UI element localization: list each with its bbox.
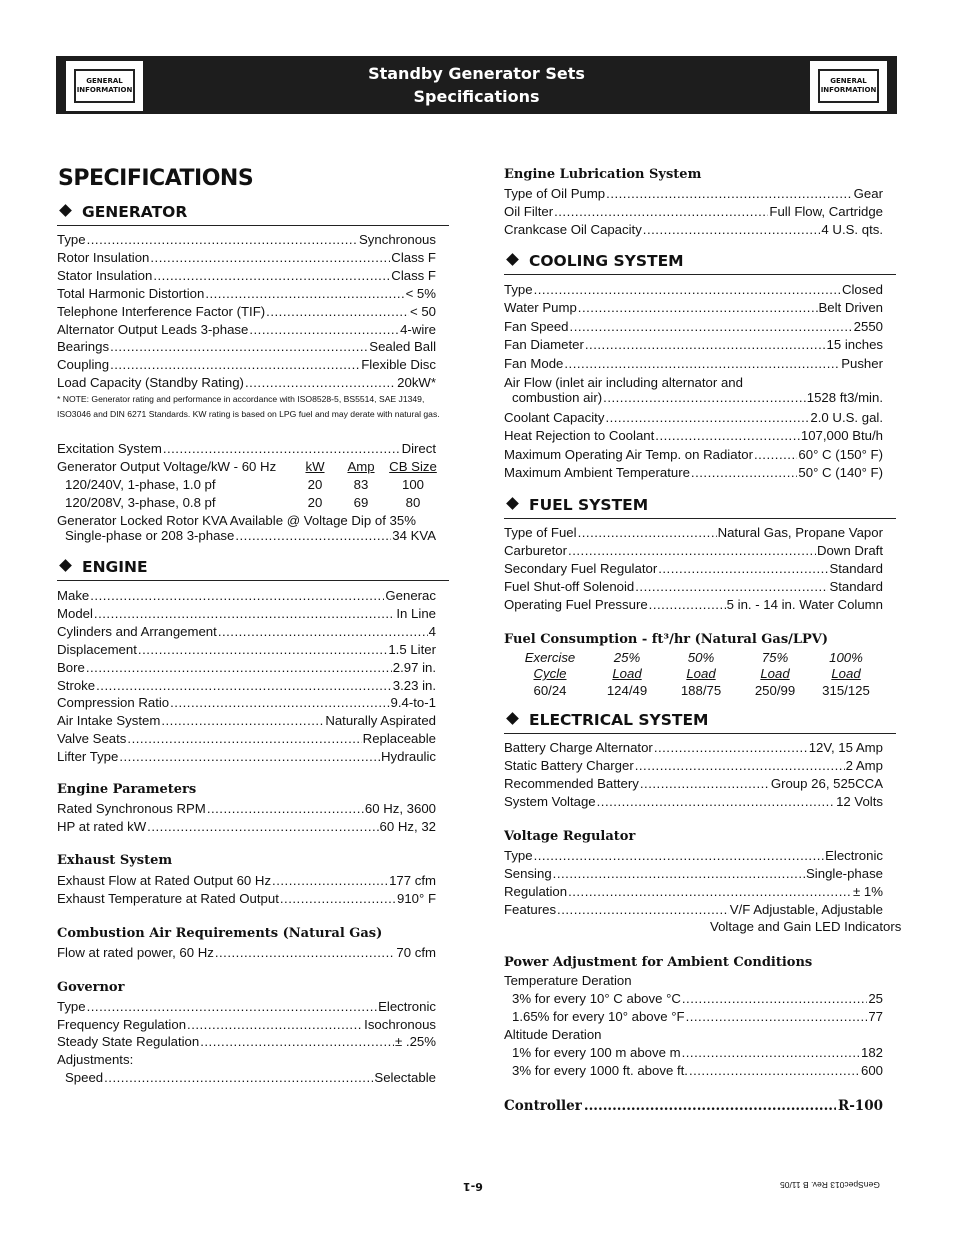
spec-row xyxy=(57,641,436,659)
output-table-label: Generator Output Voltage/kW - 60 Hz xyxy=(57,459,277,474)
diamond-bullet-icon xyxy=(59,559,72,572)
spec-row xyxy=(504,578,883,596)
spec-value: Flexible Disc xyxy=(361,357,436,373)
subheading-lubrication: Engine Lubrication System xyxy=(504,167,702,182)
page-title: SPECIFICATIONS xyxy=(58,166,254,191)
spec-value: 50° C (140° F) xyxy=(798,465,883,481)
spec-row xyxy=(504,542,883,560)
spec-label: Alternator Output Leads 3-phase xyxy=(57,321,249,337)
spec-row xyxy=(504,757,883,775)
spec-row xyxy=(504,524,883,542)
spec-label: Stator Insulation xyxy=(57,267,153,283)
spec-value: Down Draft xyxy=(817,542,883,558)
spec-value: 177 cfm xyxy=(389,873,436,888)
fuel-consumption-cell: 124/49 xyxy=(606,683,648,698)
spec-row xyxy=(504,409,883,427)
spec-row xyxy=(504,221,883,239)
spec-label: Fuel Shut-off Solenoid xyxy=(504,578,635,594)
output-cb: 100 xyxy=(401,477,424,492)
spec-label: Oil Filter xyxy=(504,203,554,219)
spec-row xyxy=(57,730,436,748)
spec-row xyxy=(57,800,436,818)
spec-value: 2.97 in. xyxy=(392,659,436,675)
spec-row xyxy=(504,355,883,373)
spec-value: 600 xyxy=(860,1062,883,1078)
spec-label: Heat Rejection to Coolant xyxy=(504,428,655,444)
spec-row xyxy=(57,872,436,890)
spec-label: Battery Charge Alternator xyxy=(504,740,653,755)
spec-row xyxy=(57,303,436,321)
spec-value: 910° F xyxy=(397,890,436,906)
spec-label: Secondary Fuel Regulator xyxy=(504,560,658,576)
diamond-bullet-icon xyxy=(506,497,519,510)
spec-value: Group 26, 525CCA xyxy=(770,775,883,791)
spec-label: Make xyxy=(57,588,90,603)
fuel-consumption-cell: Load xyxy=(831,666,861,681)
spec-row xyxy=(504,299,883,317)
spec-row xyxy=(512,1008,883,1026)
spec-label: Coupling xyxy=(57,357,110,373)
spec-value: Closed xyxy=(841,282,883,297)
spec-value: Class F xyxy=(391,249,436,265)
spec-row xyxy=(504,203,883,221)
spec-row xyxy=(57,998,436,1016)
page-number: 6-1 xyxy=(463,1180,483,1193)
col-header-kw: kW xyxy=(305,459,325,474)
spec-label: System Voltage xyxy=(504,793,596,809)
fuel-consumption-cell: Load xyxy=(686,666,716,681)
spec-value: 77 xyxy=(868,1008,883,1024)
spec-label: Flow at rated power, 60 Hz xyxy=(57,945,214,960)
spec-label: Load Capacity (Standby Rating) xyxy=(57,375,244,391)
spec-value: 25 xyxy=(868,991,883,1006)
spec-value: In Line xyxy=(396,605,436,621)
diamond-bullet-icon xyxy=(506,712,519,725)
spec-label: Exhaust Flow at Rated Output 60 Hz xyxy=(57,873,272,888)
spec-label: Maximum Operating Air Temp. on Radiator xyxy=(504,446,753,462)
spec-value: 9.4-to-1 xyxy=(390,695,436,711)
spec-value: 2550 xyxy=(853,318,883,334)
spec-row xyxy=(57,694,436,712)
spec-label: Recommended Battery xyxy=(504,775,639,791)
spec-label: Sensing xyxy=(504,865,552,881)
spec-label: Model xyxy=(57,605,93,621)
spec-value: Electronic xyxy=(825,848,883,863)
spec-row xyxy=(57,338,436,356)
spec-label: Bearings xyxy=(57,339,110,355)
spec-row xyxy=(57,659,436,677)
header-title: Standby Generator Sets Specifications xyxy=(368,64,585,106)
fuel-consumption-cell: 75% xyxy=(761,650,789,665)
spec-value: Synchronous xyxy=(359,232,436,247)
spec-value: 12V, 15 Amp xyxy=(808,740,883,755)
spec-label: 3% for every 10° C above °C xyxy=(512,991,681,1006)
spec-value: Generac xyxy=(385,588,436,603)
spec-row xyxy=(57,356,436,374)
fuel-consumption-cell: 250/99 xyxy=(754,683,796,698)
spec-row xyxy=(504,793,883,811)
col-header-cb-size: CB Size xyxy=(389,459,437,474)
spec-row: combustion air) ..... 1528 ft3/min. xyxy=(512,389,883,407)
spec-label: Water Pump xyxy=(504,300,577,316)
spec-label: Cylinders and Arrangement xyxy=(57,623,217,639)
spec-label: Operating Fuel Pressure xyxy=(504,596,648,612)
spec-row xyxy=(504,446,883,464)
spec-label: Compression Ratio xyxy=(57,695,170,711)
spec-label: Type xyxy=(57,232,86,247)
spec-value: 4 U.S. qts. xyxy=(821,221,883,237)
spec-row xyxy=(57,587,436,605)
spec-label: Rotor Insulation xyxy=(57,249,150,265)
airflow-label: Air Flow (inlet air including alternator and xyxy=(504,375,743,390)
spec-row xyxy=(57,321,436,339)
spec-label: Valve Seats xyxy=(57,731,127,747)
spec-label: Fan Mode xyxy=(504,355,564,371)
spec-value: Pusher xyxy=(841,355,883,371)
revision-code: GenSpec013 Rev. B 11/05 xyxy=(780,1180,880,1190)
spec-value: ± .25% xyxy=(395,1034,436,1049)
output-row-label: 120/240V, 1-phase, 1.0 pf xyxy=(65,477,216,492)
spec-value: 12 Volts xyxy=(836,793,883,809)
spec-label: Type xyxy=(504,848,533,863)
fuel-consumption-cell: 50% xyxy=(687,650,715,665)
spec-label: Air Intake System xyxy=(57,713,161,729)
generator-note: * NOTE: Generator rating and performance in accordance with ISO8528-5, BS5514, SAE J1349, ISO3046 and DIN 6271 Standards. KW rating is based on LPG fuel and may derate with natural gas. xyxy=(57,394,440,419)
spec-row xyxy=(57,1016,436,1034)
spec-value: Gear xyxy=(853,186,883,201)
spec-value: 1.5 Liter xyxy=(388,641,436,657)
spec-row: Excitation System ..... Direct xyxy=(57,440,436,458)
spec-value: 20kW* xyxy=(397,375,436,391)
diamond-bullet-icon xyxy=(506,253,519,266)
spec-row xyxy=(504,560,883,578)
spec-row xyxy=(57,890,436,908)
output-amp: 69 xyxy=(353,495,369,510)
spec-label: Fan Speed xyxy=(504,318,569,334)
subheading-exhaust: Exhaust System xyxy=(57,853,173,868)
spec-row xyxy=(512,990,883,1008)
section-electrical: ELECTRICAL SYSTEM xyxy=(504,711,896,734)
spec-value: Naturally Aspirated xyxy=(325,713,436,729)
spec-value: 2.0 U.S. gal. xyxy=(810,410,883,425)
spec-value: < 5% xyxy=(405,285,436,301)
spec-row xyxy=(504,318,883,336)
fuel-consumption-cell: Cycle xyxy=(533,666,567,681)
spec-row xyxy=(504,596,883,614)
spec-row: Speed ..... Selectable xyxy=(65,1069,436,1087)
spec-label: Telephone Interference Factor (TIF) xyxy=(57,303,266,319)
spec-value: Standard xyxy=(829,578,883,594)
spec-label: Static Battery Charger xyxy=(504,757,634,773)
spec-label: Rated Synchronous RPM xyxy=(57,801,206,816)
spec-label: Type xyxy=(57,999,86,1014)
spec-label: Frequency Regulation xyxy=(57,1016,187,1032)
subheading-fuel-consumption: Fuel Consumption - ft³/hr (Natural Gas/LPV) xyxy=(504,632,829,647)
spec-value: 60 Hz, 3600 xyxy=(364,801,436,816)
section-cooling: COOLING SYSTEM xyxy=(504,252,896,275)
altitude-deration-label: Altitude Deration xyxy=(504,1027,602,1042)
spec-label: HP at rated kW xyxy=(57,818,147,834)
spec-row xyxy=(504,901,883,919)
features-line2: Voltage and Gain LED Indicators xyxy=(710,919,902,934)
spec-label: Exhaust Temperature at Rated Output xyxy=(57,890,279,906)
spec-value: Single-phase xyxy=(806,865,883,881)
fuel-consumption-cell: Exercise xyxy=(524,650,576,665)
spec-value: Natural Gas, Propane Vapor xyxy=(717,525,883,540)
fuel-consumption-cell: 100% xyxy=(829,650,863,665)
spec-label: Lifter Type xyxy=(57,749,119,765)
spec-row xyxy=(504,883,883,901)
spec-row xyxy=(504,739,883,757)
spec-row xyxy=(57,677,436,695)
fuel-consumption-cell: Load xyxy=(612,666,642,681)
spec-label: Coolant Capacity xyxy=(504,410,605,425)
spec-value: Replaceable xyxy=(362,731,436,747)
spec-value: Class F xyxy=(391,267,436,283)
spec-row xyxy=(57,267,436,285)
output-kw: 20 xyxy=(307,495,323,510)
spec-row xyxy=(504,847,883,865)
spec-value: 107,000 Btu/h xyxy=(800,428,883,444)
fuel-consumption-cell: 315/125 xyxy=(822,683,870,698)
spec-value: Belt Driven xyxy=(818,300,883,316)
spec-value: Isochronous xyxy=(364,1016,436,1032)
spec-row xyxy=(504,427,883,445)
adjustments-label: Adjustments: xyxy=(57,1052,134,1067)
spec-label: Type of Oil Pump xyxy=(504,186,606,201)
spec-row xyxy=(57,1033,436,1051)
spec-label: Features xyxy=(504,901,557,917)
spec-row xyxy=(57,623,436,641)
spec-row xyxy=(57,944,436,962)
spec-row xyxy=(57,748,436,766)
spec-label: Bore xyxy=(57,659,85,675)
fuel-consumption-cell: 60/24 xyxy=(533,683,567,698)
spec-label: Displacement xyxy=(57,641,137,657)
spec-value: 5 in. - 14 in. Water Column xyxy=(726,596,883,612)
spec-label: Stroke xyxy=(57,677,96,693)
spec-row xyxy=(504,464,883,482)
section-generator: GENERATOR xyxy=(57,203,449,226)
controller-row: Controller ..... R-100 xyxy=(504,1098,883,1114)
spec-value: < 50 xyxy=(409,303,436,319)
locked-rotor-label: Generator Locked Rotor KVA Available @ Voltage Dip of 35% xyxy=(57,513,416,528)
spec-value: 4 xyxy=(428,623,436,639)
spec-value: 60° C (150° F) xyxy=(798,446,883,462)
spec-label: Crankcase Oil Capacity xyxy=(504,221,642,237)
spec-row xyxy=(57,605,436,623)
spec-value: 182 xyxy=(860,1045,883,1060)
spec-label: 3% for every 1000 ft. above ft. xyxy=(512,1062,688,1078)
spec-label: Total Harmonic Distortion xyxy=(57,285,205,301)
spec-value: 60 Hz, 32 xyxy=(379,818,436,834)
spec-row: Single-phase or 208 3-phase ..... 34 KVA xyxy=(65,527,436,545)
output-amp: 83 xyxy=(353,477,369,492)
spec-label: Regulation xyxy=(504,883,568,899)
spec-row xyxy=(57,249,436,267)
spec-row xyxy=(504,185,883,203)
spec-row xyxy=(512,1062,883,1080)
spec-row xyxy=(504,281,883,299)
spec-label: Type xyxy=(504,282,533,297)
spec-label: 1% for every 100 m above m xyxy=(512,1045,681,1060)
fuel-consumption-cell: Load xyxy=(760,666,790,681)
general-information-badge: GENERAL INFORMATION xyxy=(810,61,887,111)
section-fuel: FUEL SYSTEM xyxy=(504,496,896,519)
spec-label: Type of Fuel xyxy=(504,525,577,540)
output-cb: 80 xyxy=(405,495,421,510)
spec-value: Sealed Ball xyxy=(369,339,436,355)
spec-value: Electronic xyxy=(378,999,436,1014)
spec-row xyxy=(57,712,436,730)
spec-label: Fan Diameter xyxy=(504,337,584,353)
header-bar xyxy=(56,56,897,114)
spec-value: Standard xyxy=(829,560,883,576)
diamond-bullet-icon xyxy=(59,204,72,217)
spec-row xyxy=(504,775,883,793)
fuel-consumption-cell: 25% xyxy=(613,650,641,665)
spec-value: 3.23 in. xyxy=(392,677,436,693)
temperature-deration-label: Temperature Deration xyxy=(504,973,632,988)
spec-label: Steady State Regulation xyxy=(57,1034,200,1049)
spec-value: Full Flow, Cartridge xyxy=(769,203,883,219)
output-row-label: 120/208V, 3-phase, 0.8 pf xyxy=(65,495,216,510)
subheading-combustion: Combustion Air Requirements (Natural Gas) xyxy=(57,926,383,941)
subheading-governor: Governor xyxy=(57,980,125,995)
output-kw: 20 xyxy=(307,477,323,492)
spec-value: ± 1% xyxy=(853,883,883,899)
section-engine: ENGINE xyxy=(57,558,449,581)
spec-label: Carburetor xyxy=(504,542,568,558)
spec-value: Hydraulic xyxy=(381,749,436,765)
spec-value: 15 inches xyxy=(826,337,883,353)
spec-value: 70 cfm xyxy=(396,945,436,960)
col-header-amp: Amp xyxy=(347,459,375,474)
fuel-consumption-cell: 188/75 xyxy=(680,683,722,698)
spec-row xyxy=(57,818,436,836)
spec-label: 1.65% for every 10° above °F xyxy=(512,1008,685,1024)
spec-row xyxy=(512,1044,883,1062)
spec-value: 2 Amp xyxy=(845,757,883,773)
subheading-voltage-regulator: Voltage Regulator xyxy=(504,829,636,844)
spec-label: Maximum Ambient Temperature xyxy=(504,465,690,481)
spec-value: V/F Adjustable, Adjustable xyxy=(729,901,883,917)
subheading-engine-parameters: Engine Parameters xyxy=(57,782,197,797)
spec-row xyxy=(57,231,436,249)
spec-row xyxy=(57,285,436,303)
spec-row xyxy=(57,374,436,392)
spec-row xyxy=(504,336,883,354)
general-information-badge: GENERAL INFORMATION xyxy=(66,61,143,111)
spec-row xyxy=(504,865,883,883)
subheading-power-adjustment: Power Adjustment for Ambient Conditions xyxy=(504,955,813,970)
spec-value: 4-wire xyxy=(400,321,436,337)
